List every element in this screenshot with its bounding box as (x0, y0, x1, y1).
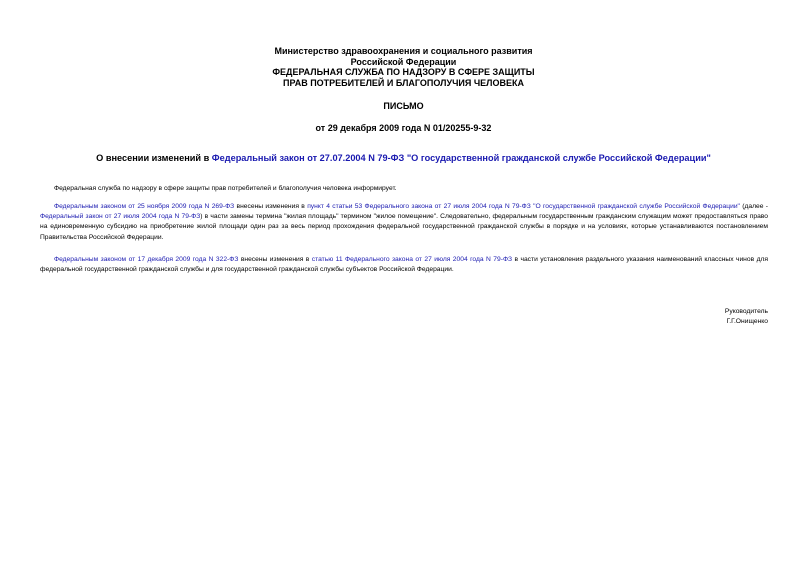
signatory-name: Г.Г.Онищенко (726, 318, 768, 326)
text-segment: ) в части замены термина "жилая площадь" термином "жилое помещение". Следовательно, федеральным государственным гражданским служащим может предоставляться право на единовременную субсидию на приобретение жилой площади один раз за весь период прохождения федеральной государственной гражданской службы в порядке и на условиях, которые устанавливаются постановлением Правительства Российской Федерации. (40, 213, 768, 241)
link-article-11[interactable]: статью 11 Федерального закона от 27 июля 2004 года N 79-ФЗ (311, 256, 513, 263)
paragraph-322fz (40, 255, 768, 275)
document-type: ПИСЬМО (383, 101, 424, 111)
link-law-269fz[interactable]: Федеральным законом от 25 ноября 2009 года N 269-ФЗ (54, 203, 235, 210)
text-segment: внесены изменения в (238, 256, 312, 263)
text-segment: внесены изменения в (234, 203, 308, 210)
title-prefix: О внесении изменений в (96, 153, 212, 163)
link-law-79fz[interactable]: Федеральный закон от 27 июля 2004 года N 79-ФЗ (40, 213, 201, 221)
issuing-authority-header (0, 46, 807, 88)
paragraph-intro: Федеральная служба по надзору в сфере защиты прав потребителей и благополучия человека информирует. (54, 185, 397, 192)
header-line-service: ФЕДЕРАЛЬНАЯ СЛУЖБА ПО НАДЗОРУ В СФЕРЕ ЗАЩИТЫ (272, 67, 535, 77)
signatory-position: Руководитель (724, 308, 768, 315)
text-segment: (далее - (739, 203, 769, 210)
document-date-number: от 29 декабря 2009 года N 01/20255-9-32 (315, 123, 492, 133)
title-law-link[interactable]: Федеральный закон от 27.07.2004 N 79-ФЗ "О государственной гражданской службе Российской Федерации" (211, 153, 711, 163)
link-article-53[interactable]: пункт 4 статьи 53 Федерального закона от 27 июля 2004 года N 79-ФЗ "О государственной гражданской службе Российской Федерации" (307, 203, 740, 210)
signature-block (725, 307, 768, 327)
link-law-322fz[interactable]: Федеральным законом от 17 декабря 2009 года N 322-ФЗ (54, 256, 239, 263)
header-line-service-cont: ПРАВ ПОТРЕБИТЕЛЕЙ И БЛАГОПОЛУЧИЯ ЧЕЛОВЕКА (283, 77, 524, 88)
paragraph-269fz (40, 202, 768, 243)
header-line-ministry: Министерство здравоохранения и социального развития (274, 46, 533, 56)
text-segment: в части установления раздельного указания наименований классных чинов для федеральной государственной гражданской службы и для государственной гражданской службы субъектов Российской Федерации. (40, 256, 768, 274)
document-title (0, 153, 807, 164)
header-line-country: Российской Федерации (350, 56, 457, 67)
